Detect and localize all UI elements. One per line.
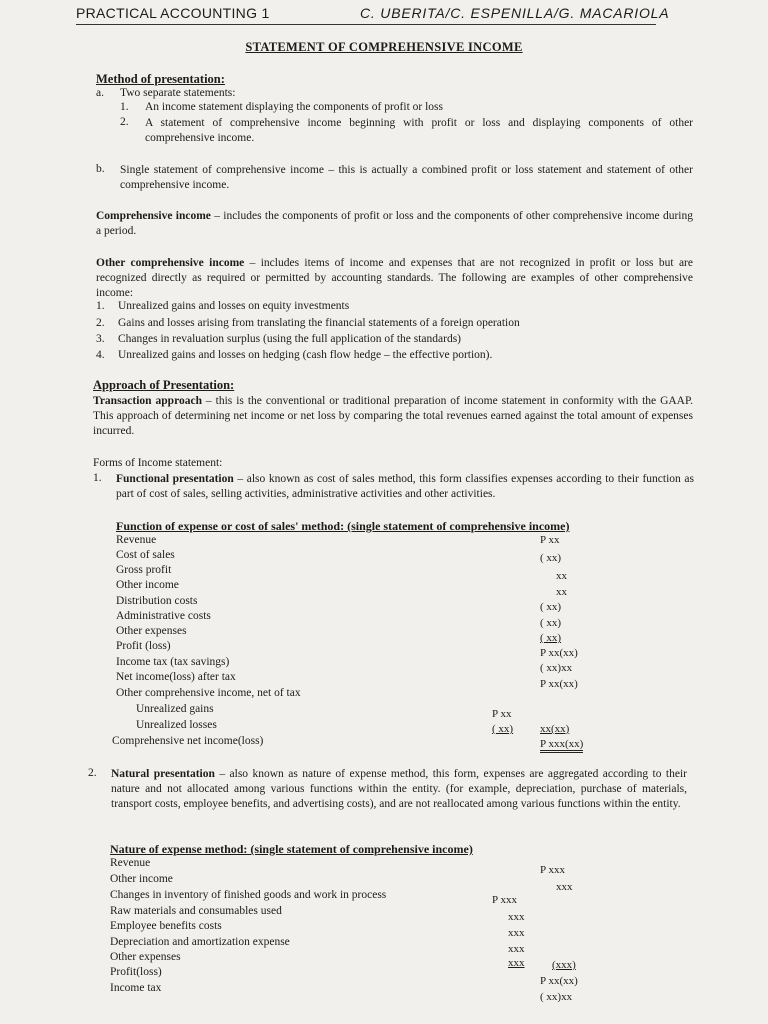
header-authors: C. UBERITA/C. ESPENILLA/G. MACARIOLA bbox=[360, 5, 670, 21]
oci-term: Other comprehensive income bbox=[96, 257, 245, 269]
method-heading: Method of presentation: bbox=[96, 72, 225, 86]
nature-row-subamount: xxx bbox=[508, 957, 525, 969]
forms-item1-term: Functional presentation bbox=[116, 473, 234, 485]
function-row-label: Other expenses bbox=[116, 625, 187, 637]
nature-row-subamount: P xxx bbox=[492, 894, 517, 906]
method-a-item-num: 2. bbox=[120, 116, 129, 128]
function-row-label: Cost of sales bbox=[116, 549, 175, 561]
forms-item1-num: 1. bbox=[93, 472, 102, 484]
function-row-amount: xx bbox=[556, 570, 567, 582]
function-row-label: Profit (loss) bbox=[116, 640, 171, 652]
header-rule bbox=[76, 24, 656, 25]
forms-item1-text: – also known as cost of sales method, this form classifies expenses according to their function as part of cost of sales, selling activities, administrative activities and other activities. bbox=[116, 473, 694, 500]
function-row-amount: P xxx(xx) bbox=[540, 738, 583, 753]
oci-item: Changes in revaluation surplus (using the full application of the standards) bbox=[118, 333, 462, 345]
function-row-label: Comprehensive net income(loss) bbox=[112, 735, 264, 747]
nature-row-label: Other income bbox=[110, 873, 173, 885]
comprehensive-income-text: – includes the components of profit or loss and the components of other comprehensive income during a period. bbox=[96, 210, 693, 237]
function-row-amount: P xx(xx) bbox=[540, 647, 578, 659]
function-row-label: Income tax (tax savings) bbox=[116, 656, 230, 668]
page-title: STATEMENT OF COMPREHENSIVE INCOME bbox=[245, 40, 523, 54]
comprehensive-income-paragraph bbox=[96, 209, 693, 239]
nature-row-label: Changes in inventory of finished goods and work in process bbox=[110, 889, 387, 901]
method-a-item: A statement of comprehensive income beginning with profit or loss and displaying components of other comprehensive income. bbox=[145, 117, 693, 144]
function-row-amount: ( xx)xx bbox=[540, 662, 573, 674]
function-row-label: Administrative costs bbox=[116, 610, 211, 622]
function-row-label: Revenue bbox=[116, 534, 157, 546]
nature-row-label: Revenue bbox=[110, 857, 151, 869]
oci-item: Gains and losses arising from translating the financial statements of a foreign operation bbox=[118, 317, 520, 329]
function-row-label: Unrealized gains bbox=[136, 703, 214, 715]
function-row-amount: ( xx) bbox=[540, 632, 562, 644]
nature-row-subamount: xxx bbox=[508, 943, 525, 955]
method-a-marker: a. bbox=[96, 87, 104, 99]
approach-term: Transaction approach bbox=[93, 395, 202, 407]
oci-paragraph bbox=[96, 256, 693, 301]
nature-row-label: Employee benefits costs bbox=[110, 920, 222, 932]
forms-item2-term: Natural presentation bbox=[111, 768, 215, 780]
function-row-label: Other income bbox=[116, 579, 179, 591]
method-a-item: An income statement displaying the components of profit or loss bbox=[145, 101, 443, 113]
function-row-label: Other comprehensive income, net of tax bbox=[116, 687, 301, 699]
function-row-amount: ( xx) bbox=[540, 617, 562, 629]
oci-item-num: 3. bbox=[96, 333, 105, 345]
nature-row-amount: xxx bbox=[556, 881, 573, 893]
header-course: PRACTICAL ACCOUNTING 1 bbox=[76, 5, 270, 21]
oci-item-num: 4. bbox=[96, 349, 105, 361]
approach-text: – this is the conventional or traditional preparation of income statement in conformity with the GAAP. This approach of determining net income or net loss by comparing the total revenues earned against the total amount of expenses incurred. bbox=[93, 395, 693, 437]
function-row-subamount: ( xx) bbox=[492, 723, 514, 735]
forms-item2 bbox=[111, 767, 687, 812]
nature-row-label: Depreciation and amortization expense bbox=[110, 936, 290, 948]
nature-row-amount: P xx(xx) bbox=[540, 975, 578, 987]
forms-label: Forms of Income statement: bbox=[93, 457, 223, 469]
nature-row-label: Other expenses bbox=[110, 951, 181, 963]
function-row-label: Unrealized losses bbox=[136, 719, 217, 731]
function-row-subamount: P xx bbox=[492, 708, 512, 720]
nature-row-amount: P xxx bbox=[540, 864, 565, 876]
method-b-text: Single statement of comprehensive income – this is actually a combined profit or loss statement and statement of other comprehensive income. bbox=[120, 164, 693, 191]
function-row-label: Gross profit bbox=[116, 564, 172, 576]
function-row-amount: ( xx) bbox=[540, 601, 562, 613]
nature-row-label: Raw materials and consumables used bbox=[110, 905, 282, 917]
approach-paragraph bbox=[93, 394, 693, 439]
function-row-amount: xx bbox=[556, 586, 567, 598]
approach-heading: Approach of Presentation: bbox=[93, 378, 235, 392]
nature-row-label: Income tax bbox=[110, 982, 162, 994]
oci-item-num: 2. bbox=[96, 317, 105, 329]
oci-item: Unrealized gains and losses on equity investments bbox=[118, 300, 350, 312]
nature-statement-heading: Nature of expense method: (single statement of comprehensive income) bbox=[110, 842, 473, 856]
nature-row-label: Profit(loss) bbox=[110, 966, 162, 978]
forms-item2-num: 2. bbox=[88, 767, 97, 779]
nature-row-subamount: xxx bbox=[508, 927, 525, 939]
forms-item1 bbox=[116, 472, 694, 502]
forms-item2-text: – also known as nature of expense method, this form, expenses are aggregated according to their nature and not allocated among various functions within the entity. (for example, depreciation, purchase of materials, transport costs, employee benefits, and advertising costs), and are not reallocated among various functions within the entity. bbox=[111, 768, 688, 810]
method-a-text: Two separate statements: bbox=[120, 87, 236, 99]
comprehensive-income-term: Comprehensive income bbox=[96, 210, 211, 222]
oci-item: Unrealized gains and losses on hedging (cash flow hedge – the effective portion). bbox=[118, 349, 493, 361]
nature-row-subamount: xxx bbox=[508, 911, 525, 923]
function-statement-heading: Function of expense or cost of sales' method: (single statement of comprehensive income) bbox=[116, 519, 570, 533]
oci-text: – includes items of income and expenses that are not recognized in profit or loss but are recognized directly as required or permitted by accounting standards. The following are examples of other comprehensive income: bbox=[96, 257, 693, 299]
function-row-amount: P xx bbox=[540, 534, 560, 546]
function-row-label: Distribution costs bbox=[116, 595, 198, 607]
nature-row-amount: (xxx) bbox=[552, 959, 576, 971]
oci-item-num: 1. bbox=[96, 300, 105, 312]
nature-row-amount: ( xx)xx bbox=[540, 991, 573, 1003]
method-b-marker: b. bbox=[96, 163, 105, 175]
function-row-amount: xx(xx) bbox=[540, 723, 570, 735]
function-row-amount: ( xx) bbox=[540, 552, 562, 564]
method-a-item-num: 1. bbox=[120, 101, 129, 113]
function-row-amount: P xx(xx) bbox=[540, 678, 578, 690]
function-row-label: Net income(loss) after tax bbox=[116, 671, 236, 683]
